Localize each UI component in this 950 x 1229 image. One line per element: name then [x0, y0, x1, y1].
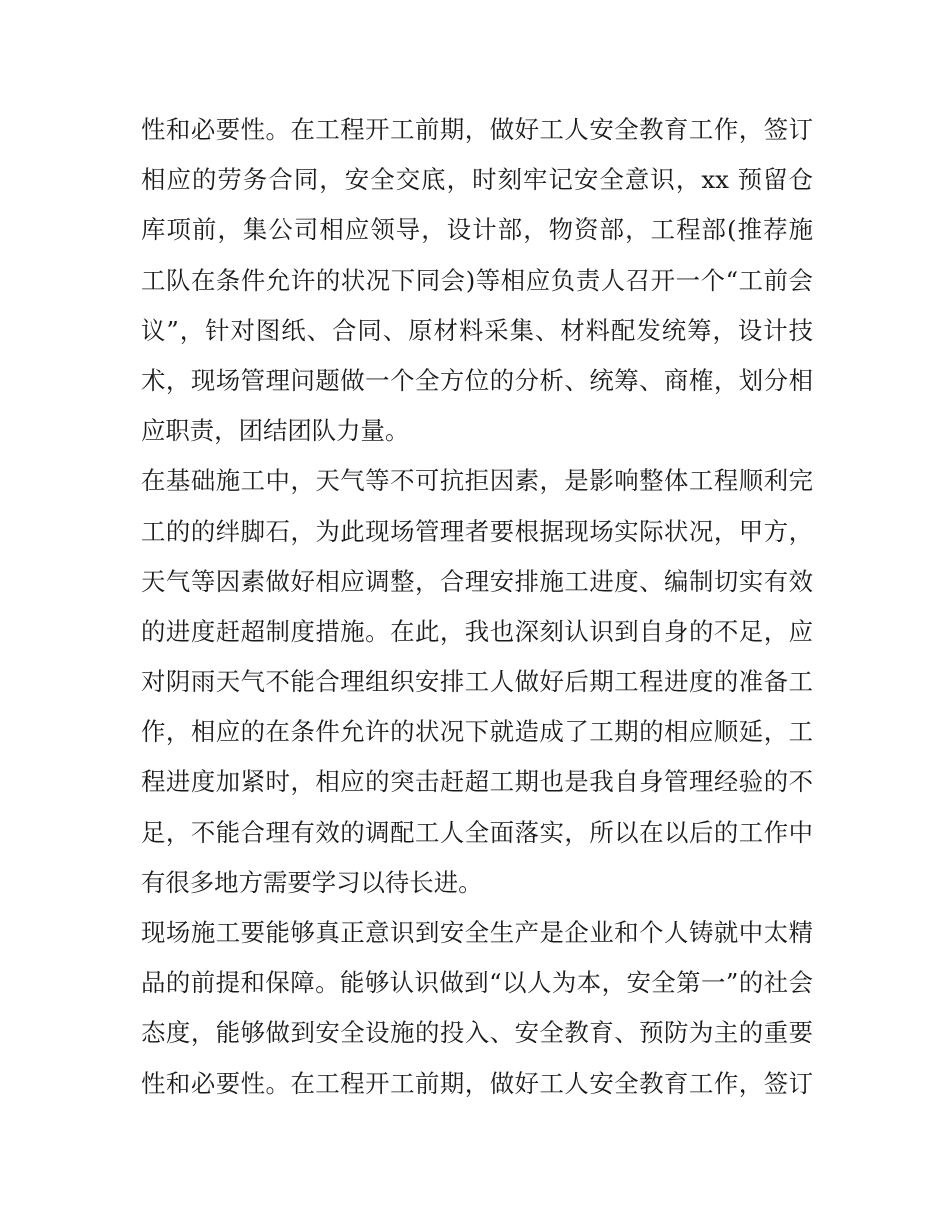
text-line: 品的前提和保障。能够认识做到“以人为本，安全第一”的社会	[141, 968, 813, 998]
document-body	[141, 105, 813, 1109]
text-line: 性和必要性。在工程开工前期，做好工人安全教育工作，签订	[141, 1068, 813, 1098]
text-line: 作，相应的在条件允许的状况下就造成了工期的相应顺延，工	[141, 717, 813, 747]
text-line: 库项前，集公司相应领导，设计部，物资部，工程部(推荐施	[141, 215, 813, 245]
text-line: 在基础施工中，天气等不可抗拒因素，是影响整体工程顺利完	[141, 466, 813, 496]
text-line: 足，不能合理有效的调配工人全面落实，所以在以后的工作中	[141, 817, 813, 847]
text-line: 天气等因素做好相应调整，合理安排施工进度、编制切实有效	[141, 566, 813, 596]
text-line: 术，现场管理问题做一个全方位的分析、统筹、商榷，划分相	[141, 365, 813, 395]
paragraph-safety-education	[141, 105, 813, 456]
text-line: 工队在条件允许的状况下同会)等相应负责人召开一个“工前会	[141, 265, 813, 295]
text-line: 的进度赶超制度措施。在此，我也深刻认识到自身的不足，应	[141, 616, 813, 646]
text-line: 性和必要性。在工程开工前期，做好工人安全教育工作，签订	[141, 115, 813, 144]
paragraph-foundation-construction	[141, 456, 813, 908]
text-line: 有很多地方需要学习以待长进。	[141, 867, 483, 897]
paragraph-safety-production	[141, 908, 813, 1109]
text-line: 对阴雨天气不能合理组织安排工人做好后期工程进度的准备工	[141, 667, 813, 697]
text-line: 应职责，团结团队力量。	[141, 416, 410, 446]
text-line: 程进度加紧时，相应的突击赶超工期也是我自身管理经验的不	[141, 767, 813, 797]
text-line: 相应的劳务合同，安全交底，时刻牢记安全意识，xx 预留仓	[141, 165, 813, 195]
text-line: 态度，能够做到安全设施的投入、安全教育、预防为主的重要	[141, 1018, 813, 1048]
text-line: 工的的绊脚石，为此现场管理者要根据现场实际状况，甲方，	[141, 516, 813, 546]
text-line: 议”，针对图纸、合同、原材料采集、材料配发统筹，设计技	[141, 315, 813, 345]
text-line: 现场施工要能够真正意识到安全生产是企业和个人铸就中太精	[141, 918, 813, 947]
